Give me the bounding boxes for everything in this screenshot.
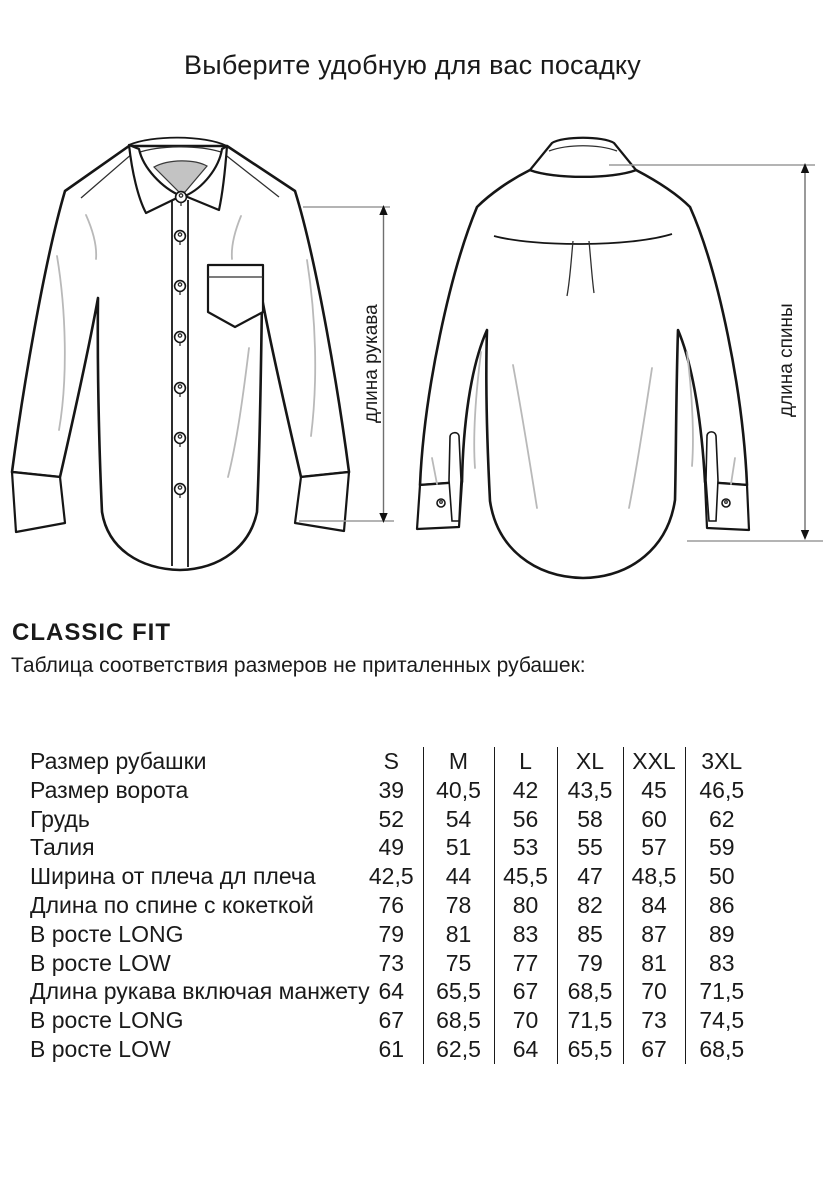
size-value-cell: 67 <box>378 1007 405 1034</box>
size-value-cell: 76 <box>378 891 405 918</box>
size-value-cell: 48,5 <box>623 862 685 891</box>
back-shirt-drawing <box>417 138 749 578</box>
size-table-row <box>30 949 758 978</box>
size-value-cell: 50 <box>685 862 758 891</box>
size-value-cell: 53 <box>494 833 557 862</box>
size-value-cell: 44 <box>423 862 494 891</box>
size-value-cell: 43,5 <box>557 776 623 805</box>
front-shirt-drawing <box>12 138 349 570</box>
size-value-cell: 49 <box>378 834 405 861</box>
size-value-cell: 73 <box>623 1006 685 1035</box>
size-value-cell: 84 <box>623 891 685 920</box>
size-value-cell: 86 <box>685 891 758 920</box>
size-value-cell: 68,5 <box>557 977 623 1006</box>
size-table-row <box>30 805 758 834</box>
size-value-cell: 73 <box>378 949 405 976</box>
size-value-cell: 54 <box>423 805 494 834</box>
row-label: В росте LONG <box>30 920 184 947</box>
size-value-cell: 87 <box>623 920 685 949</box>
size-value-cell: 62,5 <box>423 1035 494 1064</box>
size-value-cell: 80 <box>494 891 557 920</box>
size-value-cell: 55 <box>557 833 623 862</box>
size-value-cell: 57 <box>623 833 685 862</box>
size-value-cell: 81 <box>623 949 685 978</box>
size-table-row <box>30 776 758 805</box>
size-value-cell: 42,5 <box>368 863 414 890</box>
right-sleeve-placket <box>706 432 718 521</box>
row-label: Размер ворота <box>30 776 189 803</box>
size-column-header: M <box>423 747 494 776</box>
size-table-row <box>30 977 758 1006</box>
row-label: Талия <box>30 834 95 861</box>
left-sleeve-placket <box>449 433 461 521</box>
size-value-cell: 79 <box>378 920 405 947</box>
size-column-header: L <box>494 747 557 776</box>
size-column-header: XXL <box>623 747 685 776</box>
size-value-cell: 59 <box>685 833 758 862</box>
size-value-cell: 65,5 <box>557 1035 623 1064</box>
size-value-cell: 82 <box>557 891 623 920</box>
fit-subtitle: Таблица соответствия размеров не приталенных рубашек: <box>11 654 586 677</box>
row-label: Длина по спине с кокеткой <box>30 891 314 918</box>
size-value-cell: 83 <box>685 949 758 978</box>
size-value-cell: 71,5 <box>685 977 758 1006</box>
size-value-cell: 70 <box>494 1006 557 1035</box>
size-table <box>30 747 758 1064</box>
size-value-cell: 64 <box>494 1035 557 1064</box>
sleeve-length-label: длина рукава <box>361 304 382 423</box>
row-label: В росте LOW <box>30 949 171 976</box>
size-table-row <box>30 833 758 862</box>
row-label: В росте LONG <box>30 1007 184 1034</box>
size-table-row <box>30 1006 758 1035</box>
size-value-cell: 58 <box>557 805 623 834</box>
size-value-cell: 74,5 <box>685 1006 758 1035</box>
size-value-cell: 45,5 <box>494 862 557 891</box>
page-title: Выберите удобную для вас посадку <box>184 50 641 80</box>
size-value-cell: 60 <box>623 805 685 834</box>
size-column-header: XL <box>557 747 623 776</box>
size-value-cell: 52 <box>378 805 405 832</box>
size-value-cell: 79 <box>557 949 623 978</box>
size-value-cell: 89 <box>685 920 758 949</box>
size-value-cell: 75 <box>423 949 494 978</box>
size-table-row <box>30 1035 758 1064</box>
size-value-cell: 78 <box>423 891 494 920</box>
size-table-header-row <box>30 747 758 776</box>
size-value-cell: 70 <box>623 977 685 1006</box>
size-value-cell: 68,5 <box>423 1006 494 1035</box>
size-table-row <box>30 920 758 949</box>
size-table-row <box>30 862 758 891</box>
back-collar <box>530 138 636 177</box>
size-value-cell: 45 <box>623 776 685 805</box>
front-right-cuff <box>295 472 349 531</box>
size-value-cell: 62 <box>685 805 758 834</box>
front-left-cuff <box>12 472 65 532</box>
size-value-cell: 47 <box>557 862 623 891</box>
size-value-cell: 51 <box>423 833 494 862</box>
size-column-header: 3XL <box>685 747 758 776</box>
size-value-cell: 67 <box>494 977 557 1006</box>
size-value-cell: 71,5 <box>557 1006 623 1035</box>
size-table-row-header: Размер рубашки <box>30 748 207 774</box>
size-table-body <box>30 747 758 1064</box>
size-value-cell: 65,5 <box>423 977 494 1006</box>
size-value-cell: 68,5 <box>685 1035 758 1064</box>
size-value-cell: 67 <box>623 1035 685 1064</box>
size-value-cell: 61 <box>378 1035 405 1062</box>
size-value-cell: 39 <box>378 776 405 803</box>
size-value-cell: 83 <box>494 920 557 949</box>
size-value-cell: 56 <box>494 805 557 834</box>
row-label: Ширина от плеча дл плеча <box>30 863 316 890</box>
size-value-cell: 85 <box>557 920 623 949</box>
fit-heading: CLASSIC FIT <box>12 619 171 646</box>
size-table-row <box>30 891 758 920</box>
row-label: В росте LOW <box>30 1035 171 1062</box>
size-value-cell: 64 <box>378 978 405 1005</box>
row-label: Грудь <box>30 805 90 832</box>
row-label: Длина рукава включая манжету <box>30 978 370 1005</box>
size-column-header: S <box>383 748 399 774</box>
size-value-cell: 81 <box>423 920 494 949</box>
size-value-cell: 77 <box>494 949 557 978</box>
size-value-cell: 42 <box>494 776 557 805</box>
size-value-cell: 46,5 <box>685 776 758 805</box>
size-value-cell: 40,5 <box>423 776 494 805</box>
back-length-label: длина спины <box>776 303 797 417</box>
